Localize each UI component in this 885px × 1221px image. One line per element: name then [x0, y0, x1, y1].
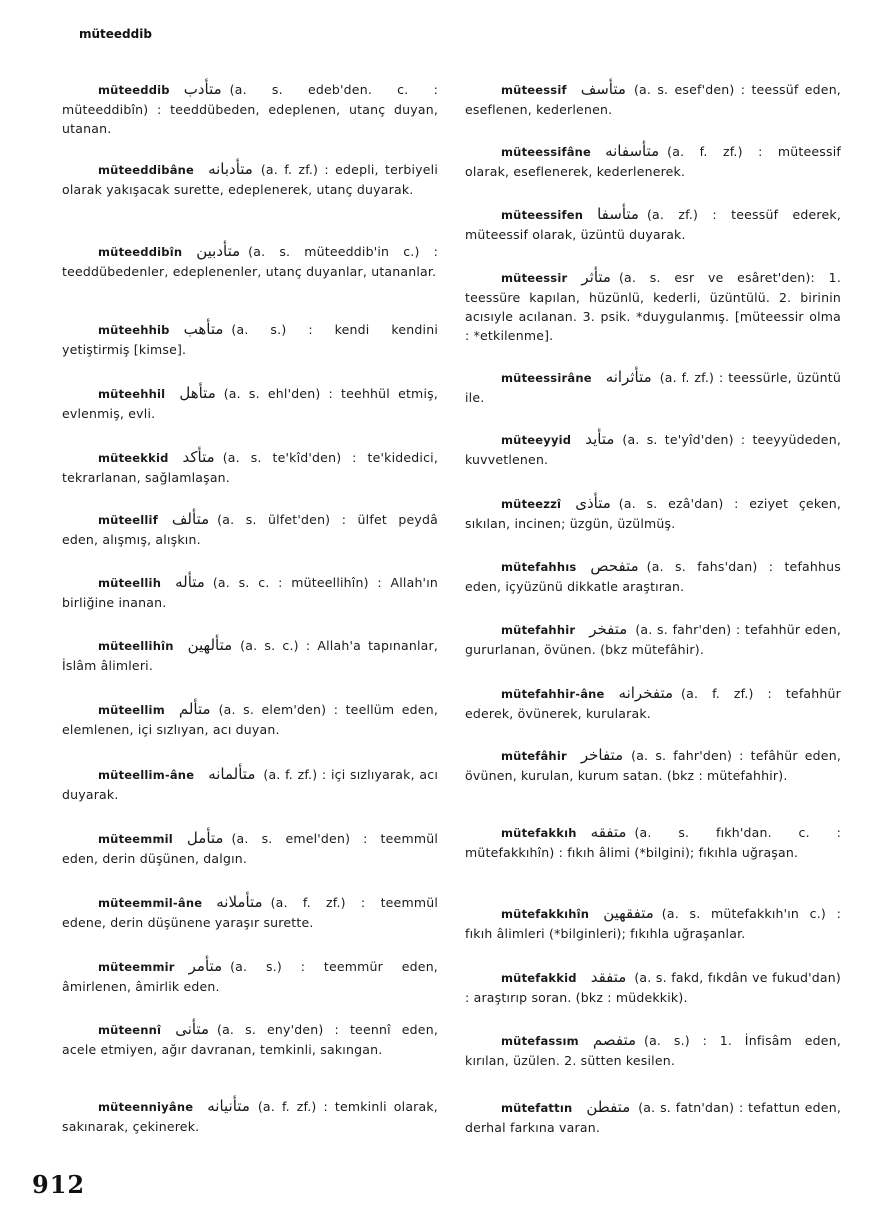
- dictionary-entry: [62, 636, 438, 675]
- entry-definition: (a. s. ülfet'den) : ülfet peydâ eden, alışmış, alışkın.: [62, 512, 438, 547]
- entry-headword: mütefakkid: [501, 971, 577, 985]
- dictionary-entry: [62, 957, 438, 996]
- dictionary-entry: [465, 823, 841, 862]
- dictionary-entry: [62, 80, 438, 138]
- entry-arabic-script: متفقه: [590, 823, 627, 841]
- entry-arabic-script: متأذى: [575, 494, 611, 512]
- entry-headword: müteessirâne: [501, 371, 592, 385]
- entry-definition: (a. s. esef'den) : teessüf eden, eseflenen, kederlenen.: [465, 82, 841, 117]
- entry-headword: müteekkid: [98, 451, 169, 465]
- entry-headword: müteessifen: [501, 208, 584, 222]
- page-number: 912: [32, 1170, 86, 1199]
- entry-headword: müteeddibâne: [98, 163, 195, 177]
- dictionary-entry: [62, 1097, 438, 1136]
- entry-arabic-script: متأكد: [182, 448, 215, 466]
- dictionary-entry: [62, 1020, 438, 1059]
- entry-arabic-script: متأمر: [188, 957, 223, 975]
- dictionary-entry: [465, 368, 841, 407]
- dictionary-entry: [465, 268, 841, 345]
- dictionary-entry: [465, 620, 841, 659]
- dictionary-entry: [465, 430, 841, 469]
- entry-arabic-script: متفخرانه: [618, 684, 674, 702]
- entry-definition: (a. zf.) : teessüf ederek, müteessif olarak, üzüntü duyarak.: [465, 207, 841, 242]
- entry-headword: müteeddibîn: [98, 245, 183, 259]
- entry-arabic-script: متأسف: [580, 80, 626, 98]
- entry-arabic-script: متفطن: [586, 1098, 631, 1116]
- entry-definition: (a. s. fahs'dan) : tefahhus eden, içyüzünü dikkatle araştıran.: [465, 559, 841, 594]
- entry-arabic-script: متأيد: [585, 430, 615, 448]
- dictionary-entry: [62, 829, 438, 868]
- entry-definition: (a. s. fakd, fıkdân ve fukud'dan) : araştırıp soran. (bkz : müdekkik).: [465, 970, 841, 1005]
- entry-headword: müteemmil-âne: [98, 896, 203, 910]
- entry-definition: (a. s. fahr'den) : tefâhür eden, övünen, kurulan, kurum satan. (bkz : mütefahhir).: [465, 748, 841, 783]
- entry-definition: (a. f. zf.) : teemmül edene, derin düşünene yaraşır surette.: [62, 895, 438, 930]
- entry-definition: (a. f. zf.) : edepli, terbiyeli olarak yakışacak surette, edeplenerek, utanç duyarak.: [62, 162, 438, 197]
- entry-headword: müteemmil: [98, 832, 173, 846]
- entry-definition: (a. s. müteeddib'in c.) : teeddübedenler, edeplenenler, utanç duyanlar, utananlar.: [62, 244, 438, 279]
- entry-arabic-script: متألف: [171, 510, 210, 528]
- entry-definition: (a. s. emel'den) : teemmül eden, derin düşünen, dalgın.: [62, 831, 438, 866]
- entry-headword: müteeddib: [98, 83, 170, 97]
- running-head: müteeddib: [79, 27, 152, 41]
- entry-arabic-script: متفقد: [590, 968, 627, 986]
- dictionary-entry: [62, 573, 438, 612]
- dictionary-entry: [465, 1031, 841, 1070]
- entry-arabic-script: متأله: [175, 573, 205, 591]
- entry-headword: müteehhib: [98, 323, 170, 337]
- entry-definition: (a. f. zf.) : teessürle, üzüntü ile.: [465, 370, 841, 405]
- entry-definition: (a. s. c.) : Allah'a tapınanlar, İslâm âlimleri.: [62, 638, 438, 673]
- entry-arabic-script: متفقهين: [603, 904, 654, 922]
- dictionary-entry: [62, 384, 438, 423]
- entry-definition: (a. s. te'yîd'den) : teeyyüdeden, kuvvetlenen.: [465, 432, 841, 467]
- entry-arabic-script: متأثر: [581, 268, 611, 286]
- entry-definition: (a. s. edeb'den. c. : müteeddibîn) : teeddübeden, edeplenen, utanç duyan, utanan.: [62, 82, 438, 136]
- entry-arabic-script: متألمانه: [208, 765, 256, 783]
- entry-headword: mütefahhir: [501, 623, 576, 637]
- entry-definition: (a. s. fahr'den) : tefahhür eden, gururlanan, övünen. (bkz mütefâhir).: [465, 622, 841, 657]
- dictionary-entry: [465, 904, 841, 943]
- entry-arabic-script: متأدب: [183, 80, 222, 98]
- entry-arabic-script: متأنى: [175, 1020, 209, 1038]
- entry-arabic-script: متأهب: [183, 320, 224, 338]
- entry-headword: mütefakkıhîn: [501, 907, 590, 921]
- entry-definition: (a. s. c. : müteellihîn) : Allah'ın birliğine inanan.: [62, 575, 438, 610]
- entry-arabic-script: متأنيانه: [207, 1097, 250, 1115]
- entry-headword: müteezzî: [501, 497, 562, 511]
- entry-headword: müteehhil: [98, 387, 166, 401]
- dictionary-entry: [465, 205, 841, 244]
- entry-arabic-script: متأملانه: [216, 893, 263, 911]
- dictionary-entry: [465, 746, 841, 785]
- entry-definition: (a. s. te'kîd'den) : te'kidedici, tekrarlanan, sağlamlaşan.: [62, 450, 438, 485]
- dictionary-entry: [62, 320, 438, 359]
- dictionary-entry: [465, 494, 841, 533]
- entry-headword: mütefahhıs: [501, 560, 577, 574]
- entry-arabic-script: متأثرانه: [605, 368, 652, 386]
- entry-headword: müteellim: [98, 703, 165, 717]
- entry-headword: müteellih: [98, 576, 162, 590]
- entry-definition: (a. s. elem'den) : teellüm eden, elemlenen, içi sızlıyan, acı duyan.: [62, 702, 438, 737]
- entry-headword: müteellihîn: [98, 639, 174, 653]
- entry-headword: müteenniyâne: [98, 1100, 194, 1114]
- entry-headword: mütefakkıh: [501, 826, 577, 840]
- entry-headword: müteellif: [98, 513, 158, 527]
- entry-definition: (a. s. mütefakkıh'ın c.) : fıkıh âlimleri (*bilginleri); fıkıhla uğraşanlar.: [465, 906, 841, 941]
- entry-definition: (a. f. zf.) : müteessif olarak, eseflenerek, kederlenerek.: [465, 144, 841, 179]
- entry-arabic-script: متأدبين: [196, 242, 241, 260]
- dictionary-entry: [465, 80, 841, 119]
- entry-headword: mütefâhir: [501, 749, 567, 763]
- entry-definition: (a. f. zf.) : içi sızlıyarak, acı duyarak.: [62, 767, 438, 802]
- entry-arabic-script: متأسفانه: [605, 142, 660, 160]
- entry-arabic-script: متفصم: [592, 1031, 636, 1049]
- entry-headword: müteessir: [501, 271, 568, 285]
- entry-definition: (a. s.) : teemmür eden, âmirlenen, âmirlik eden.: [62, 959, 438, 994]
- dictionary-entry: [465, 968, 841, 1007]
- dictionary-entry: [465, 142, 841, 181]
- entry-headword: müteennî: [98, 1023, 162, 1037]
- entry-definition: (a. s. eny'den) : teennî eden, acele etmiyen, ağır davranan, temkinli, sakıngan.: [62, 1022, 438, 1057]
- entry-definition: (a. f. zf.) : tefahhür ederek, övünerek, kurularak.: [465, 686, 841, 721]
- entry-headword: müteemmir: [98, 960, 175, 974]
- entry-definition: (a. f. zf.) : temkinli olarak, sakınarak, çekinerek.: [62, 1099, 438, 1134]
- entry-arabic-script: متأدبانه: [208, 160, 253, 178]
- dictionary-entry: [465, 1098, 841, 1137]
- entry-definition: (a. s. ehl'den) : teehhül etmiş, evlenmiş, evli.: [62, 386, 438, 421]
- entry-definition: (a. s. fatn'dan) : tefattun eden, derhal farkına varan.: [465, 1100, 841, 1135]
- entry-headword: müteessif: [501, 83, 567, 97]
- entry-definition: (a. s. esr ve esâret'den): 1. teessüre kapılan, hüzünlü, kederli, üzüntülü. 2. birinin acısıyle acılanan. 3. psik. *duygulanmış. [müteessir olma : *etkilenme].: [465, 270, 841, 343]
- entry-headword: müteeyyid: [501, 433, 572, 447]
- dictionary-entry: [62, 448, 438, 487]
- entry-headword: mütefassım: [501, 1034, 579, 1048]
- entry-arabic-script: متفاخر: [580, 746, 624, 764]
- entry-arabic-script: متأسفا: [597, 205, 639, 223]
- dictionary-entry: [465, 684, 841, 723]
- entry-arabic-script: متأهل: [179, 384, 216, 402]
- entry-definition: (a. s. fıkh'dan. c. : mütefakkıhîn) : fıkıh âlimi (*bilgini); fıkıhla uğraşan.: [465, 825, 841, 860]
- entry-arabic-script: متفخر: [589, 620, 628, 638]
- dictionary-entry: [62, 765, 438, 804]
- entry-definition: (a. s.) : kendi kendini yetiştirmiş [kimse].: [62, 322, 438, 357]
- entry-headword: müteellim-âne: [98, 768, 195, 782]
- entry-arabic-script: متفحص: [590, 557, 639, 575]
- dictionary-entry: [465, 557, 841, 596]
- entry-headword: mütefahhir-âne: [501, 687, 605, 701]
- entry-definition: (a. s. ezâ'dan) : eziyet çeken, sıkılan, incinen; üzgün, üzülmüş.: [465, 496, 841, 531]
- entry-definition: (a. s.) : 1. İnfisâm eden, kırılan, üzülen. 2. sütten kesilen.: [465, 1033, 841, 1068]
- dictionary-entry: [62, 160, 438, 199]
- entry-headword: mütefattın: [501, 1101, 573, 1115]
- entry-arabic-script: متألم: [178, 700, 211, 718]
- dictionary-entry: [62, 510, 438, 549]
- dictionary-entry: [62, 893, 438, 932]
- entry-arabic-script: متألهين: [187, 636, 233, 654]
- dictionary-entry: [62, 700, 438, 739]
- dictionary-entry: [62, 242, 438, 281]
- entry-arabic-script: متأمل: [186, 829, 224, 847]
- entry-headword: müteessifâne: [501, 145, 592, 159]
